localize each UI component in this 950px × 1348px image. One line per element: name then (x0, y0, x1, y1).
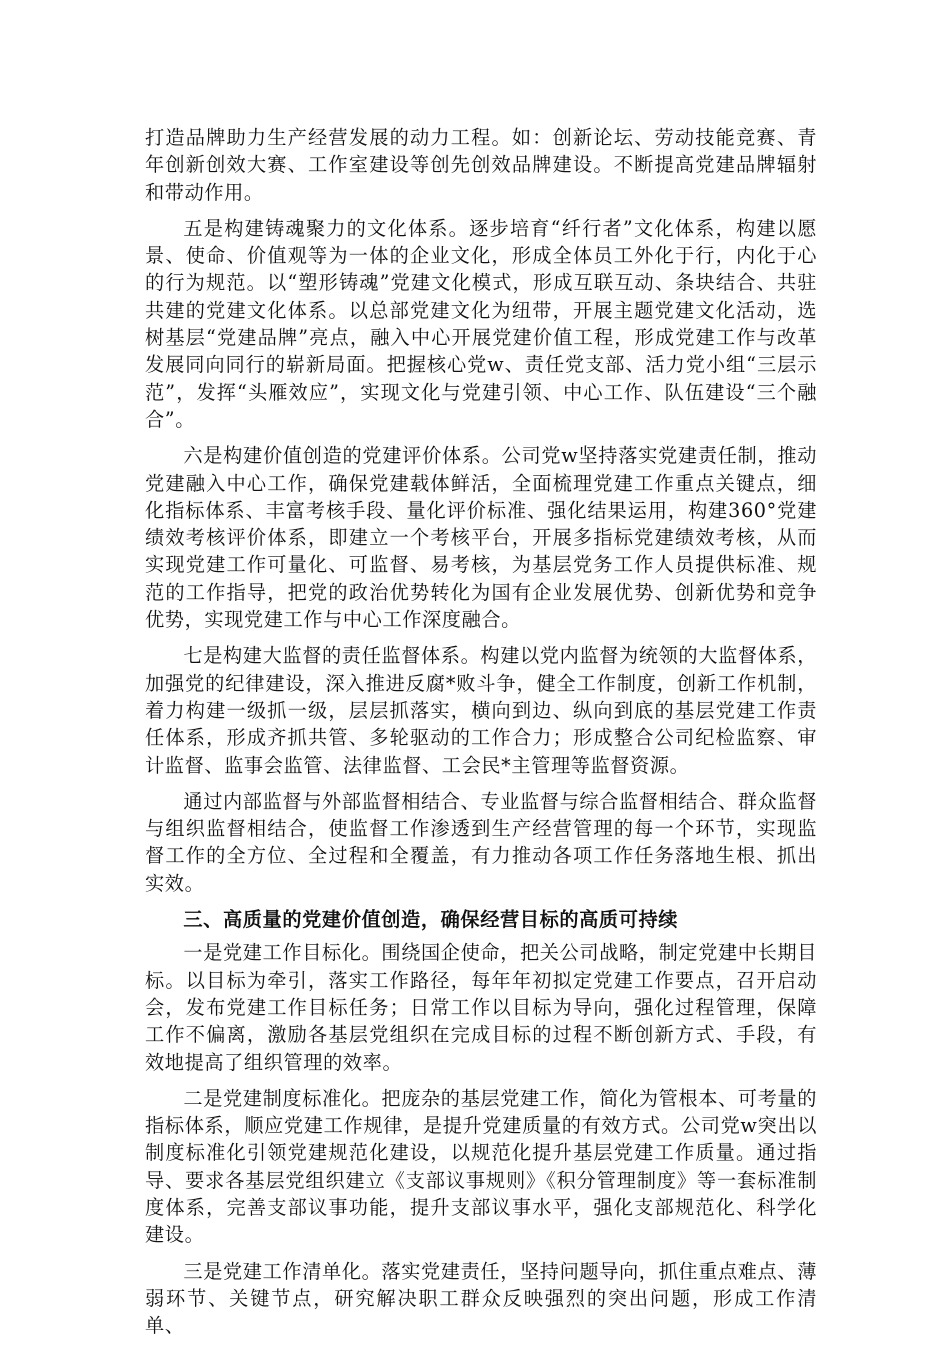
paragraph-goal-orientation: 一是党建工作目标化。围绕国企使命，把关公司战略，制定党建中长期目标。以目标为牵引，落实工作路径，每年年初拟定党建工作要点，召开启动会，发布党建工作目标任务；日常工作以目标为导向，强化过程管理，保障工作不偏离，激励各基层党组织在完成目标的过程不断创新方式、手段，有效地提高了组织管理的效率。 (145, 941, 817, 1074)
paragraph-supervision-system: 七是构建大监督的责任监督体系。构建以党内监督为统领的大监督体系，加强党的纪律建设，深入推进反腐*败斗争，健全工作制度，创新工作机制，着力构建一级抓一级，层层抓落实，横向到边、纵向到底的基层党建工作责任体系，形成齐抓共管、多轮驱动的工作合力；形成整合公司纪检监察、审计监督、监事会监管、法律监督、工会民*主管理等监督资源。 (145, 644, 817, 777)
paragraph-standardization: 二是党建制度标准化。把庞杂的基层党建工作，简化为管根本、可考量的指标体系，顺应党建工作规律，是提升党建质量的有效方式。公司党w突出以制度标准化引领党建规范化建设，以规范化提升基层党建工作质量。通过指导、要求各基层党组织建立《支部议事规则》《积分管理制度》等一套标准制度体系，完善支部议事功能，提升支部议事水平，强化支部规范化、科学化建设。 (145, 1086, 817, 1247)
section-heading: 三、高质量的党建价值创造，确保经营目标的高质可持续 (183, 908, 679, 932)
paragraph-evaluation-system: 六是构建价值创造的党建评价体系。公司党w坚持落实党建责任制，推动党建融入中心工作，确保党建载体鲜活，全面梳理党建工作重点关键点，细化指标体系、丰富考核手段、量化评价标准、强化结果运用，构建360°党建绩效考核评价体系，即建立一个考核平台，开展多指标党建绩效考核，从而实现党建工作可量化、可监督、易考核，为基层党务工作人员提供标准、规范的工作指导，把党的政治优势转化为国有企业发展优势、创新优势和竞争优势，实现党建工作与中心工作深度融合。 (145, 444, 817, 632)
paragraph-continuation: 打造品牌助力生产经营发展的动力工程。如：创新论坛、劳动技能竞赛、青年创新创效大赛、工作室建设等创先创效品牌建设。不断提高党建品牌辐射和带动作用。 (145, 126, 817, 204)
paragraph-checklist: 三是党建工作清单化。落实党建责任，坚持问题导向，抓住重点难点、薄弱环节、关键节点，研究解决职工群众反映强烈的突出问题，形成工作清单、 (145, 1259, 817, 1338)
document-page (145, 124, 817, 1348)
paragraph-supervision-combination: 通过内部监督与外部监督相结合、专业监督与综合监督相结合、群众监督与组织监督相结合，使监督工作渗透到生产经营管理的每一个环节，实现监督工作的全方位、全过程和全覆盖，有力推动各项工作任务落地生根、抓出实效。 (145, 789, 817, 895)
paragraph-culture-system: 五是构建铸魂聚力的文化体系。逐步培育“纤行者”文化体系，构建以愿景、使命、价值观等为一体的企业文化，形成全体员工外化于行，内化于心的行为规范。以“塑形铸魂”党建文化模式，形成互联互动、条块结合、共驻共建的党建文化体系。以总部党建文化为纽带，开展主题党建文化活动，选树基层“党建品牌”亮点，融入中心开展党建价值工程，形成党建工作与改革发展同向同行的崭新局面。把握核心党w、责任党支部、活力党小组“三层示范”，发挥“头雁效应”，实现文化与党建引领、中心工作、队伍建设“三个融合”。 (145, 216, 817, 431)
